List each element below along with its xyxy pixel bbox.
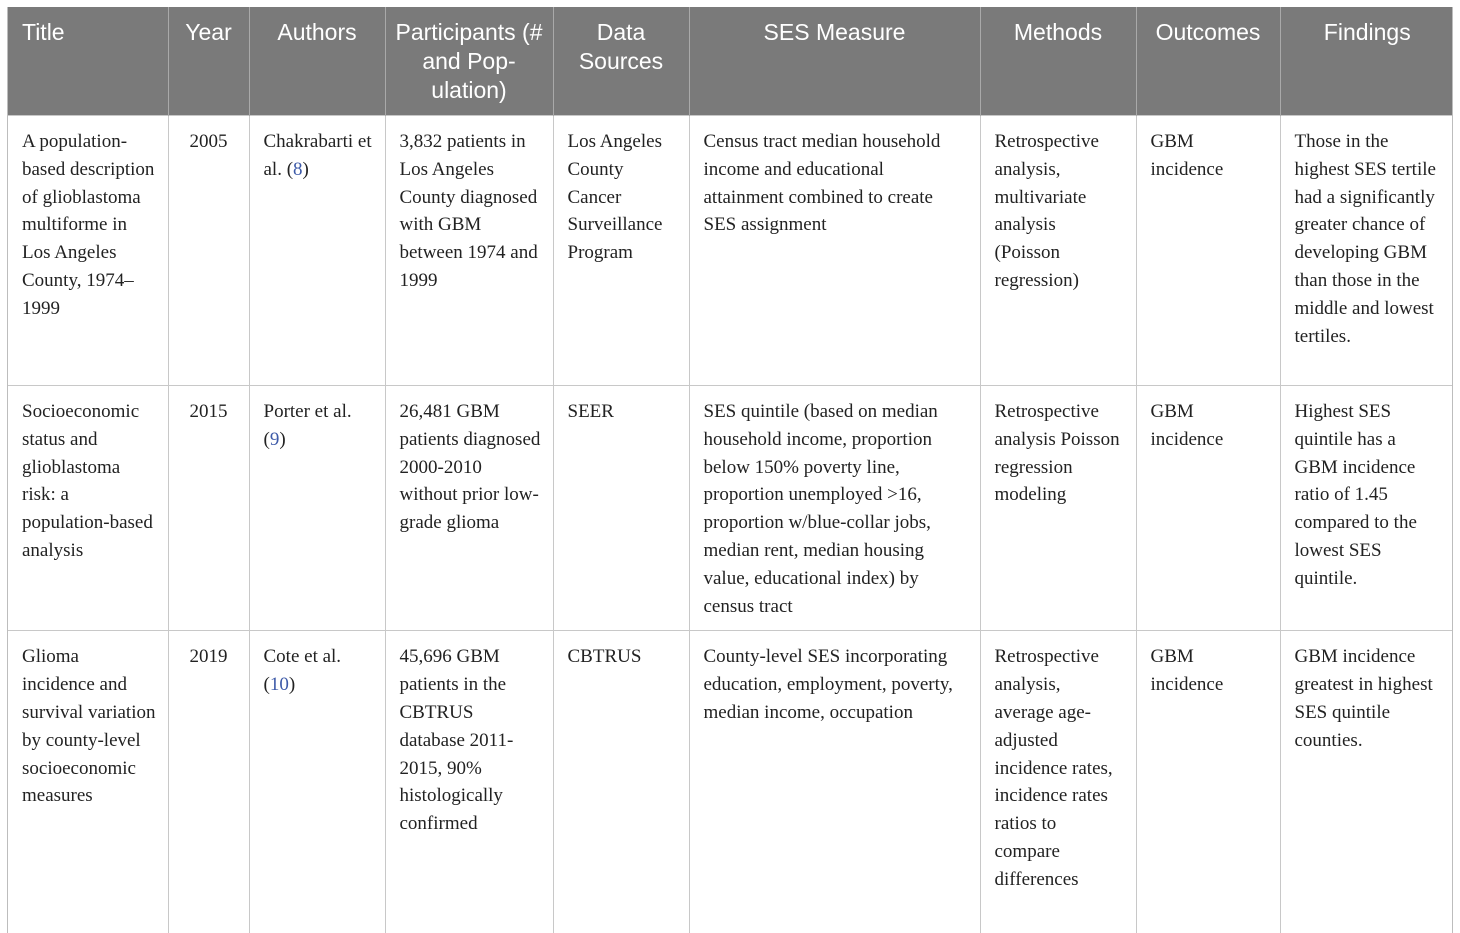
cell-title: Glioma incidence and survival variation by county-level socioeconomic measures bbox=[8, 631, 168, 933]
author-names: Cote et al. bbox=[263, 646, 342, 668]
reference-link[interactable]: 9 bbox=[269, 428, 280, 450]
cell-findings: Highest SES quintile has a GBM incidence ratio of 1.45 compared to the lowest SES quintile. bbox=[1280, 386, 1453, 631]
table-row bbox=[8, 386, 1453, 631]
column-header-participants: Participants (# and Pop-ulation) bbox=[385, 7, 553, 116]
cell-participants: 26,481 GBM patients diagnosed 2000-2010 without prior low-grade glioma bbox=[385, 386, 553, 631]
cell-authors: Porter et al. (9) bbox=[249, 386, 385, 631]
cell-findings: GBM incidence greatest in highest SES quintile counties. bbox=[1280, 631, 1453, 933]
cell-ses-measure: SES quintile (based on median household income, proportion below 150% poverty line, proportion unemployed >16, proportion w/blue-collar jobs, median rent, median housing value, educational index) by census tract bbox=[689, 386, 980, 631]
table-row bbox=[8, 116, 1453, 386]
cell-ses-measure: County-level SES incorporating education, employment, poverty, median income, occupation bbox=[689, 631, 980, 933]
cell-outcomes: GBM incidence bbox=[1136, 386, 1280, 631]
table-header-row bbox=[8, 7, 1453, 116]
literature-table-container bbox=[7, 7, 1453, 933]
cell-outcomes: GBM incidence bbox=[1136, 631, 1280, 933]
cell-authors: Cote et al. (10) bbox=[249, 631, 385, 933]
cell-data-sources: CBTRUS bbox=[553, 631, 689, 933]
author-names: Porter et al. bbox=[263, 401, 352, 422]
column-header-title: Title bbox=[8, 7, 168, 116]
table-row bbox=[8, 631, 1453, 933]
column-header-outcomes: Outcomes bbox=[1136, 7, 1280, 116]
cell-authors: Chakrabarti et al. (8) bbox=[249, 116, 385, 386]
cell-year: 2005 bbox=[168, 116, 249, 386]
cell-title: A population-based description of glioblastoma multiforme in Los Angeles County, 1974–1999 bbox=[8, 116, 168, 386]
column-header-year: Year bbox=[168, 7, 249, 116]
cell-data-sources: Los Angeles County Cancer Surveillance Program bbox=[553, 116, 689, 386]
cell-year: 2015 bbox=[168, 386, 249, 631]
column-header-findings: Findings bbox=[1280, 7, 1453, 116]
cell-data-sources: SEER bbox=[553, 386, 689, 631]
column-header-authors: Authors bbox=[249, 7, 385, 116]
literature-review-table bbox=[8, 7, 1453, 933]
column-header-data-sources: Data Sources bbox=[553, 7, 689, 116]
cell-outcomes: GBM incidence bbox=[1136, 116, 1280, 386]
cell-title: Socioeconomic status and glioblastoma risk: a population-based analysis bbox=[8, 386, 168, 631]
cell-methods: Retrospective analysis Poisson regression modeling bbox=[980, 386, 1136, 631]
reference-link[interactable]: 10 bbox=[269, 674, 289, 696]
cell-participants: 3,832 patients in Los Angeles County diagnosed with GBM between 1974 and 1999 bbox=[385, 116, 553, 386]
cell-participants: 45,696 GBM patients in the CBTRUS database 2011-2015, 90% histologically confirmed bbox=[385, 631, 553, 933]
cell-methods: Retrospective analysis, average age-adjusted incidence rates, incidence rates ratios to compare differences bbox=[980, 631, 1136, 933]
cell-findings: Those in the highest SES tertile had a significantly greater chance of developing GBM than those in the middle and lowest tertiles. bbox=[1280, 116, 1453, 386]
column-header-methods: Methods bbox=[980, 7, 1136, 116]
author-names: Chakrabarti et al. bbox=[263, 131, 372, 180]
cell-ses-measure: Census tract median household income and educational attainment combined to create SES assignment bbox=[689, 116, 980, 386]
cell-methods: Retrospective analysis, multivariate analysis (Poisson regression) bbox=[980, 116, 1136, 386]
cell-year: 2019 bbox=[168, 631, 249, 933]
column-header-ses-measure: SES Measure bbox=[689, 7, 980, 116]
reference-link[interactable]: 8 bbox=[293, 158, 303, 180]
